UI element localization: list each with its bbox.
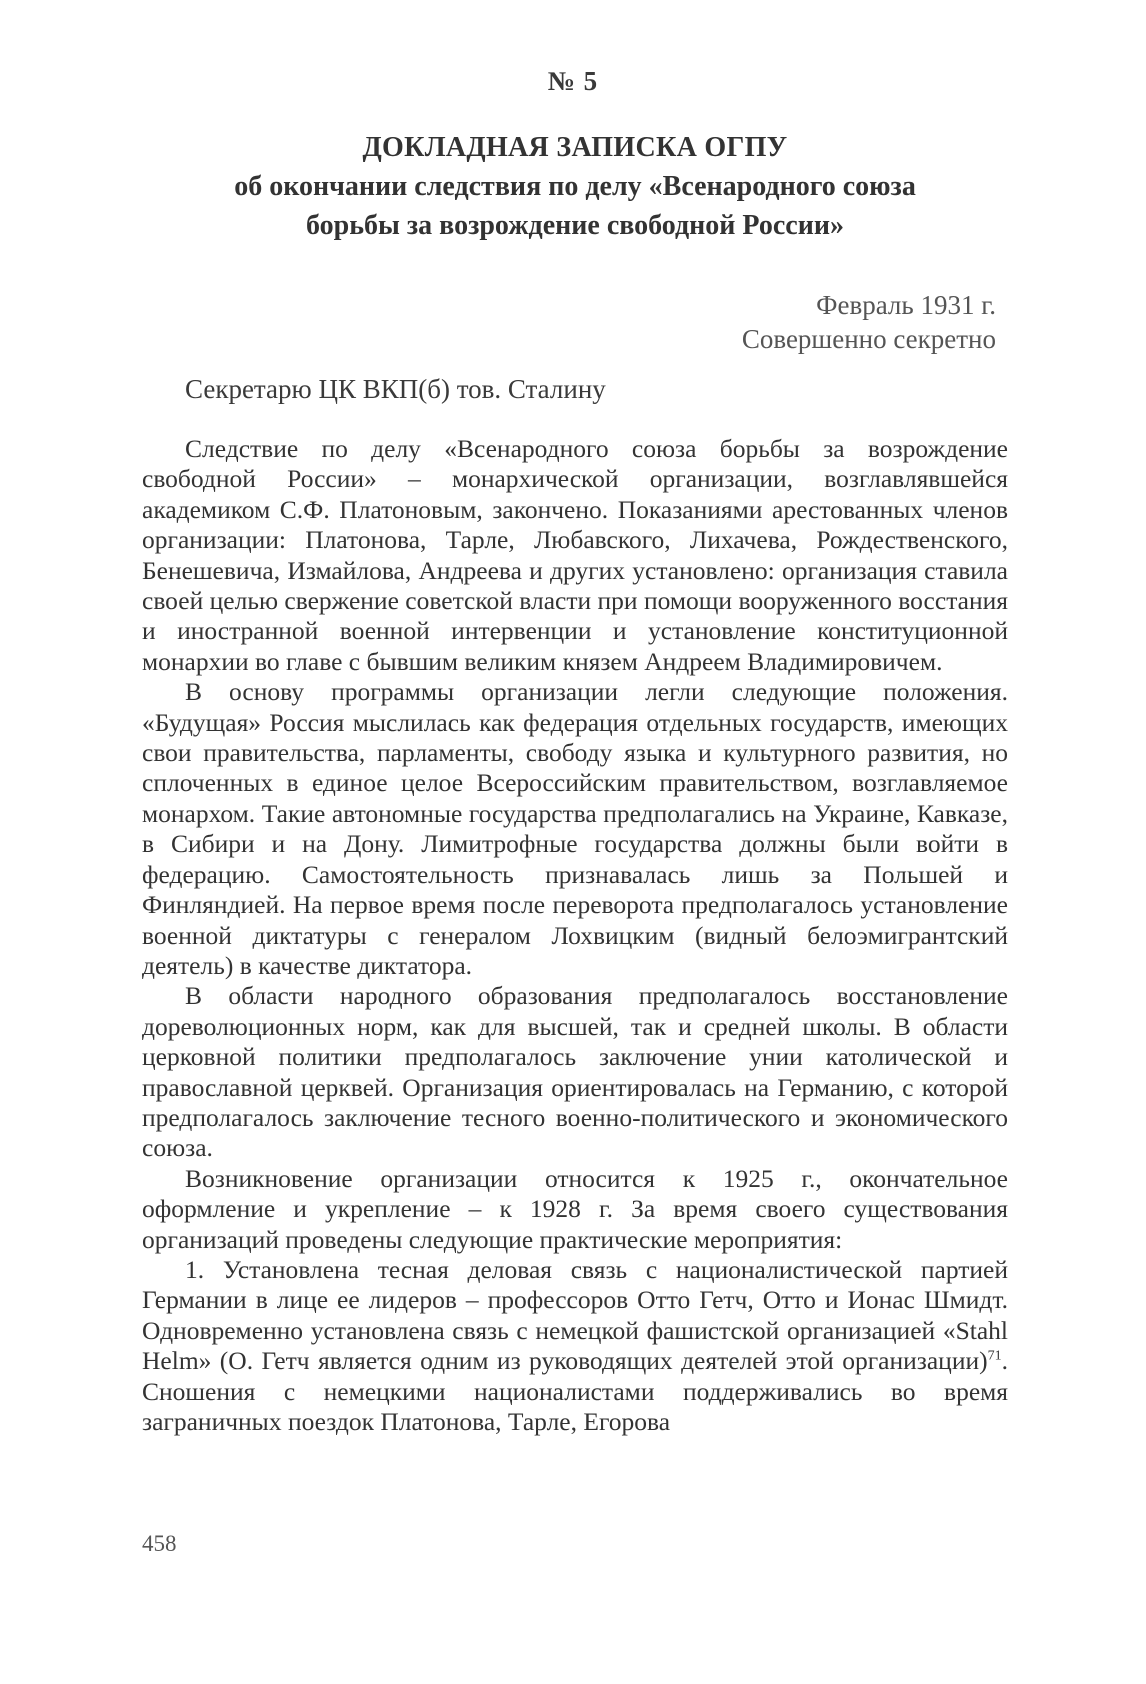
paragraph: Следствие по делу «Всенародного союза борьбы за возрождение свободной России» – монархической организации, возглавлявшейся академиком С.Ф. Платоновым, закончено. Показаниями арестованных членов организации: Платонова, Тарле, Любавского, Лихачева, Рождественского, Бенешевича, Измайлова, Андреева и других установлено: организация ставила своей целью свержение советской власти при помощи вооруженного восстания и иностранной военной интервенции и установление конституционной монархии во главе с бывшим великим князем Андреем Владимировичем. xyxy=(142,434,1008,676)
body-text xyxy=(142,434,1008,1437)
paragraph: Возникновение организации относится к 1925 г., окончательное оформление и укрепление – к 1928 г. За время своего существования организаций проведены следующие практические мероприятия: xyxy=(142,1163,1008,1254)
title-line-1: ДОКЛАДНАЯ ЗАПИСКА ОГПУ xyxy=(362,132,788,163)
title-line-2: об окончании следствия по делу «Всенародного союза xyxy=(234,171,916,202)
title-line-3: борьбы за возрождение свободной России» xyxy=(306,210,844,241)
list-item-1-continuation: . Сношения с немецкими националистами поддерживались во время заграничных поездок Платонова, Тарле, Егорова xyxy=(142,1346,1008,1436)
footnote-reference[interactable]: 71 xyxy=(987,1348,1002,1364)
page-number: 458 xyxy=(142,1531,177,1556)
paragraph: В области народного образования предполагалось восстановление дореволюционных норм, как для высшей, так и средней школы. В области церковной политики предполагалось заключение унии католической и православной церквей. Организация ориентировалась на Германию, с которой предполагалось заключение тесного военно-политического и экономического союза. xyxy=(142,981,1008,1163)
list-item-1 xyxy=(142,1255,1008,1437)
classification-label: Совершенно секретно xyxy=(741,324,996,354)
document-number: № 5 xyxy=(547,66,599,96)
document-meta xyxy=(742,288,996,356)
document-title xyxy=(150,128,1000,245)
list-item-1-text: 1. Установлена тесная деловая связь с националистической партией Германии в лице ее лидеров – профессоров Отто Гетч, Отто и Ионас Шмидт. Одновременно установлена связь с немецкой фашистской организацией «Stahl Helm» (О. Гетч является одним из руководящих деятелей этой организации) xyxy=(142,1254,1008,1376)
document-date: Февраль 1931 г. xyxy=(816,290,996,320)
paragraph: В основу программы организации легли следующие положения. «Будущая» Россия мыслилась как федерация отдельных государств, имеющих свои правительства, парламенты, свободу языка и культурного развития, но сплоченных в единое целое Всероссийским правительством, возглавляемое монархом. Такие автономные государства предполагались на Украине, Кавказе, в Сибири и на Дону. Лимитрофные государства должны были войти в федерацию. Самостоятельность признавалась лишь за Польшей и Финляндией. На первое время после переворота предполагалось установление военной диктатуры с генералом Лохвицким (видный белоэмигрантский деятель) в качестве диктатора. xyxy=(142,677,1008,980)
addressee: Секретарю ЦК ВКП(б) тов. Сталину xyxy=(185,374,606,404)
